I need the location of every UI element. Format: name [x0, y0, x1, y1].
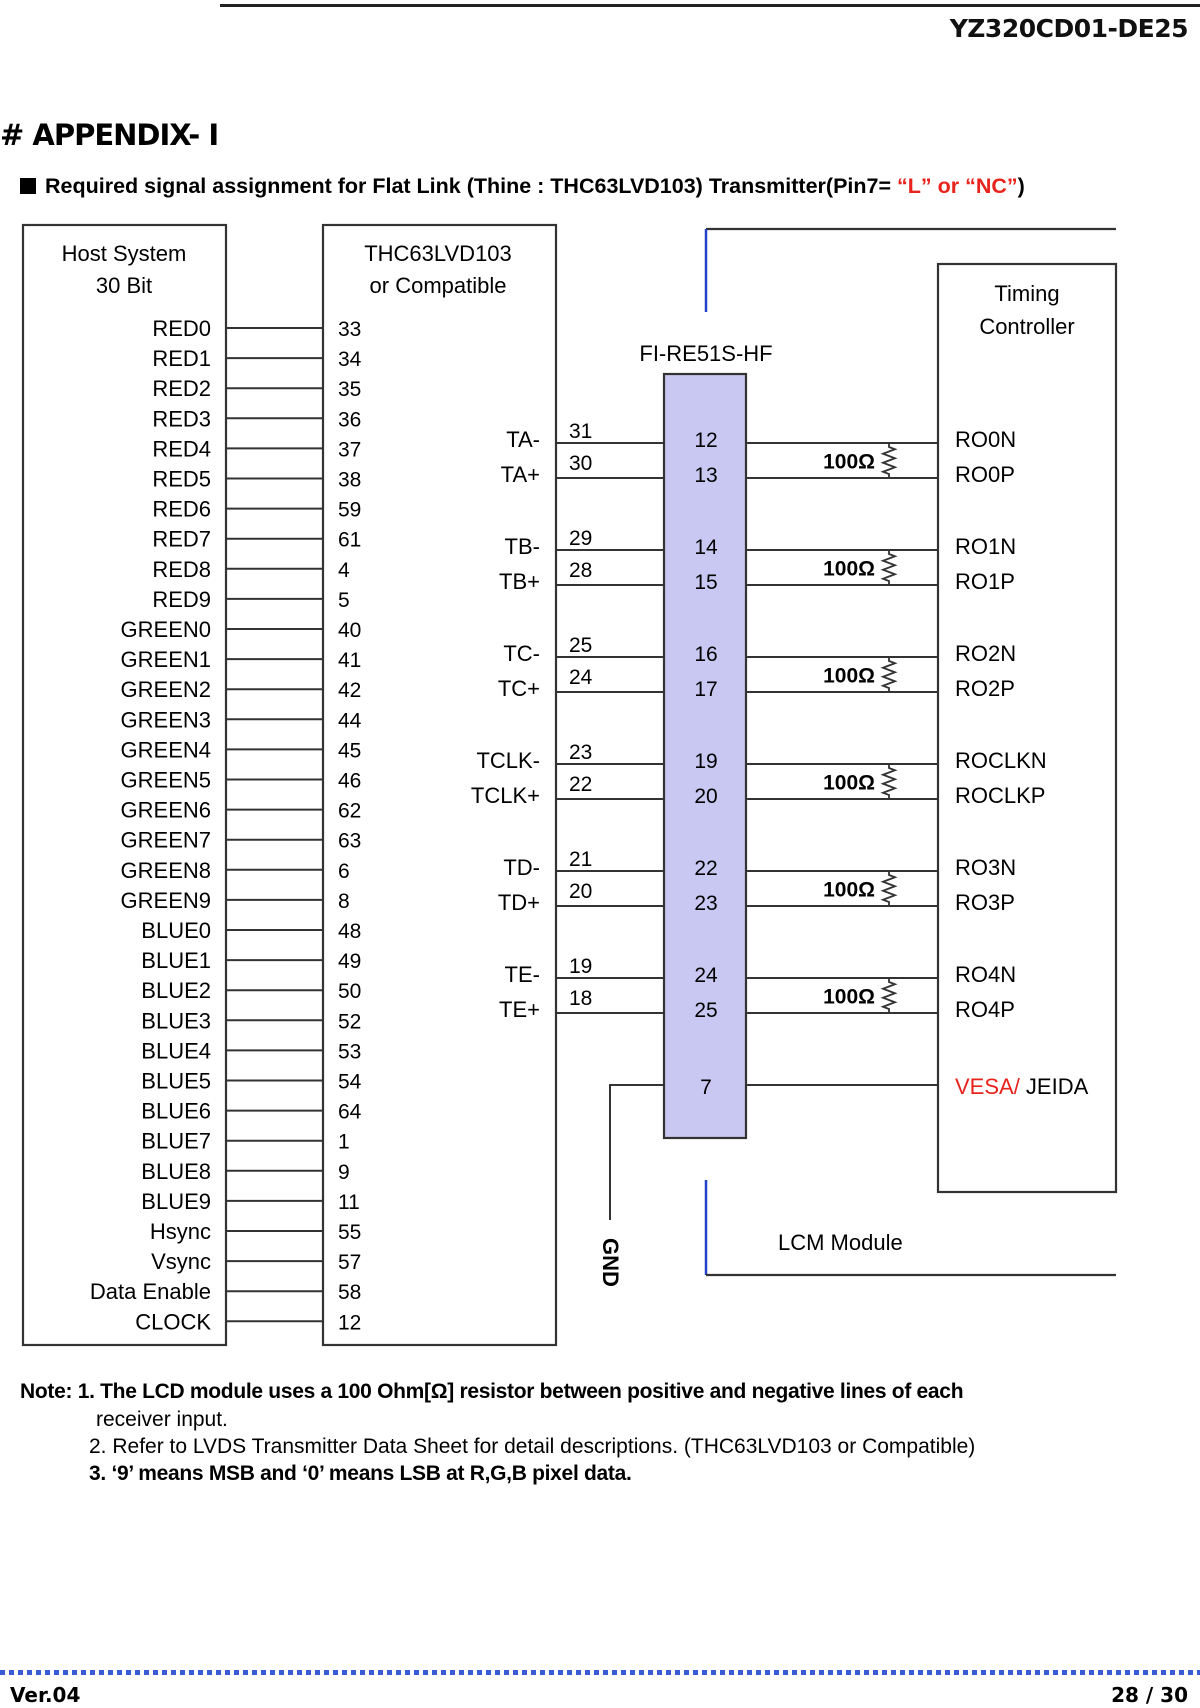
tx-input-pin: 12 [338, 1311, 362, 1335]
host-signal-name: RED5 [152, 466, 211, 492]
tx-input-pin: 57 [338, 1251, 362, 1275]
resistor-icon [883, 443, 895, 478]
host-signal-name: RED3 [152, 406, 211, 432]
tx-output-pin-pos: 20 [569, 880, 593, 903]
rx-signal-pos: RO2P [955, 676, 1015, 701]
host-signal-name: Data Enable [89, 1279, 211, 1305]
subtitle-pin7-value: “L” or “NC” [897, 174, 1018, 198]
tx-input-pin: 44 [338, 709, 362, 733]
tx-output-pin-neg: 25 [569, 634, 593, 657]
tcon-label-line1: Timing [994, 281, 1060, 306]
tx-signal-pos: TE+ [499, 997, 540, 1022]
host-signal-name: BLUE4 [141, 1038, 211, 1064]
host-signal-name: CLOCK [135, 1309, 211, 1335]
resistor-icon [883, 764, 895, 799]
tx-input-pin: 46 [338, 769, 362, 793]
subtitle-close: ) [1017, 174, 1025, 198]
connector-pin-neg: 16 [694, 643, 718, 666]
tx-input-pin: 42 [338, 679, 362, 703]
tx-input-pin: 41 [338, 649, 362, 673]
host-signal-name: BLUE3 [141, 1008, 211, 1034]
tx-input-pin: 38 [338, 468, 362, 492]
rx-signal-neg: RO1N [955, 534, 1017, 559]
document-id: YZ320CD01-DE25 [949, 14, 1188, 43]
host-signal-name: BLUE1 [141, 948, 211, 974]
host-signal-name: BLUE0 [141, 918, 211, 943]
rx-signal-pos: ROCLKP [955, 783, 1046, 808]
tx-output-pin-neg: 29 [569, 527, 593, 550]
host-signal-name: BLUE8 [141, 1158, 211, 1184]
resistor-icon [883, 657, 895, 692]
host-signal-name: Vsync [151, 1249, 211, 1275]
note-1-line1: Note: 1. The LCD module uses a 100 Ohm[Ω] resistor between positive and negative lines of each [20, 1380, 964, 1403]
host-signal-name: GREEN5 [120, 767, 211, 793]
tx-signal-neg: TD- [503, 855, 540, 880]
host-signal-name: BLUE6 [141, 1098, 211, 1124]
rx-signal-neg: RO3N [955, 855, 1017, 880]
host-signal-name: GREEN2 [120, 677, 211, 703]
footer-dotted-rule [0, 1670, 1200, 1675]
rx-signal-neg: RO0N [955, 427, 1017, 452]
host-signal-name: BLUE9 [141, 1188, 211, 1214]
host-signal-name: GREEN0 [120, 617, 211, 642]
tx-signal-pos: TD+ [497, 890, 540, 915]
connector-pin-neg: 24 [694, 964, 718, 987]
tx-input-pin: 52 [338, 1010, 362, 1034]
tx-input-pin: 50 [338, 980, 362, 1004]
tx-input-pin: 49 [338, 950, 362, 974]
rx-signal-pos: RO1P [955, 569, 1015, 594]
tx-input-pin: 63 [338, 829, 362, 853]
tx-input-pin: 58 [338, 1281, 362, 1305]
connector-pin-pos: 13 [694, 464, 718, 487]
note-2: 2. Refer to LVDS Transmitter Data Sheet for detail descriptions. (THC63LVD103 or Compatible) [89, 1435, 976, 1458]
tx-signal-pos: TA+ [500, 462, 540, 487]
host-signal-name: BLUE2 [141, 978, 211, 1004]
host-signal-name: RED1 [152, 346, 211, 372]
resistor-value: 100Ω [823, 878, 875, 902]
host-signal-name: Hsync [149, 1219, 211, 1244]
host-label-line2: 30 Bit [95, 273, 153, 298]
note-3: 3. ‘9’ means MSB and ‘0’ means LSB at R,G,B pixel data. [89, 1462, 632, 1485]
rx-signal-neg: RO2N [955, 641, 1017, 666]
tx-input-pin: 1 [338, 1130, 350, 1154]
host-signal-name: RED9 [152, 586, 211, 612]
tx-output-pin-pos: 28 [569, 559, 593, 582]
host-signal-name: RED0 [152, 316, 211, 341]
tx-input-pin: 8 [338, 889, 350, 913]
tx-label-line1: THC63LVD103 [364, 241, 512, 266]
tx-signal-neg: TE- [504, 962, 540, 987]
connector-pin-pos: 17 [694, 678, 718, 701]
host-signal-name: GREEN3 [120, 707, 211, 733]
resistor-value: 100Ω [823, 985, 875, 1009]
rx-signal-pos: RO3P [955, 890, 1015, 915]
tx-signal-neg: TB- [504, 534, 540, 559]
host-signal-name: GREEN6 [120, 797, 211, 823]
tx-input-pin: 9 [338, 1160, 350, 1184]
tx-input-pin: 34 [338, 348, 362, 372]
host-signal-name: RED8 [152, 556, 211, 582]
tx-input-pin: 64 [338, 1100, 362, 1124]
connector-pin-neg: 14 [694, 536, 718, 559]
host-signal-name: GREEN7 [120, 827, 211, 853]
tx-input-pin: 6 [338, 859, 350, 883]
tx-output-pin-pos: 18 [569, 987, 593, 1010]
tx-signal-neg: TA- [506, 427, 540, 452]
host-signal-name: GREEN1 [120, 647, 211, 673]
resistor-icon [883, 871, 895, 906]
host-signal-name: GREEN4 [120, 737, 211, 763]
gnd-wire [610, 1085, 663, 1220]
tx-input-pin: 48 [338, 920, 362, 943]
tx-output-pin-pos: 30 [569, 452, 593, 475]
host-label-line1: Host System [61, 241, 187, 266]
tx-output-pin-neg: 21 [569, 848, 593, 871]
appendix-title: # APPENDIX- I [0, 118, 219, 152]
tx-signal-pos: TC+ [497, 676, 540, 701]
tx-input-pin: 55 [338, 1221, 362, 1244]
version-label: Ver.04 [10, 1683, 81, 1707]
tx-input-pin: 45 [338, 739, 362, 763]
tx-output-pin-neg: 19 [569, 955, 593, 978]
tx-output-pin-pos: 22 [569, 773, 593, 796]
vesa-connector-pin: 7 [700, 1076, 712, 1099]
resistor-icon [883, 550, 895, 585]
tx-signal-neg: TCLK- [476, 748, 540, 773]
host-signal-name: BLUE5 [141, 1068, 211, 1094]
tx-input-pin: 62 [338, 799, 362, 823]
subtitle-text: Required signal assignment for Flat Link (Thine : THC63LVD103) Transmitter(Pin7= [45, 174, 898, 198]
tx-output-pin-pos: 24 [569, 666, 593, 689]
tx-input-pin: 61 [338, 528, 362, 552]
host-signal-name: RED7 [152, 526, 211, 552]
connector-pin-pos: 23 [694, 892, 718, 915]
tx-input-pin: 35 [338, 378, 362, 402]
page-number: 28 / 30 [1111, 1683, 1188, 1707]
rx-signal-neg: ROCLKN [955, 748, 1047, 773]
host-signal-name: GREEN9 [120, 887, 211, 913]
tx-input-pin: 53 [338, 1040, 362, 1064]
tx-signal-pos: TCLK+ [470, 783, 540, 808]
connector-pin-pos: 25 [694, 999, 718, 1022]
connector-pin-neg: 19 [694, 750, 718, 773]
lvds-pair-group [471, 420, 1047, 1022]
connector-pin-neg: 12 [694, 429, 718, 452]
tx-input-pin: 40 [338, 619, 362, 642]
note-1-line2: receiver input. [96, 1408, 228, 1431]
gnd-label: GND [598, 1238, 623, 1287]
resistor-value: 100Ω [823, 557, 875, 581]
resistor-value: 100Ω [823, 664, 875, 688]
connector-pin-pos: 20 [694, 785, 718, 808]
vesa-jeida-label [955, 1074, 1089, 1099]
tx-input-pin: 11 [338, 1190, 360, 1214]
host-signal-name: RED4 [152, 436, 211, 462]
host-signal-name: RED2 [152, 376, 211, 402]
connector-pin-pos: 15 [694, 571, 718, 594]
tcon-label-line2: Controller [979, 314, 1075, 339]
tx-input-pin: 59 [338, 498, 362, 522]
tx-output-pin-neg: 31 [569, 420, 593, 443]
tx-signal-pos: TB+ [499, 569, 540, 594]
rx-signal-pos: RO4P [955, 997, 1015, 1022]
tx-input-pin: 33 [338, 318, 362, 341]
tx-output-pin-neg: 23 [569, 741, 593, 764]
resistor-value: 100Ω [823, 771, 875, 795]
timing-controller-box [938, 264, 1116, 1192]
tx-input-pin: 54 [338, 1070, 362, 1094]
host-signal-name: BLUE7 [141, 1128, 211, 1154]
host-signal-name: RED6 [152, 496, 211, 522]
jeida-label: JEIDA [1019, 1074, 1089, 1099]
tx-input-pin: 36 [338, 408, 362, 432]
lcm-module-label: LCM Module [778, 1230, 903, 1255]
resistor-value: 100Ω [823, 450, 875, 474]
tx-input-pin: 4 [338, 558, 350, 582]
connector-pin-neg: 22 [694, 857, 718, 880]
resistor-icon [883, 978, 895, 1013]
rx-signal-pos: RO0P [955, 462, 1015, 487]
vesa-label: VESA/ [955, 1074, 1020, 1099]
rx-signal-neg: RO4N [955, 962, 1017, 987]
connector-label: FI-RE51S-HF [639, 341, 773, 366]
tx-input-pin: 37 [338, 438, 362, 462]
tx-label-line2: or Compatible [369, 273, 507, 298]
tx-input-pin: 5 [338, 588, 350, 612]
host-signal-name: GREEN8 [120, 857, 211, 883]
tx-signal-neg: TC- [503, 641, 540, 666]
